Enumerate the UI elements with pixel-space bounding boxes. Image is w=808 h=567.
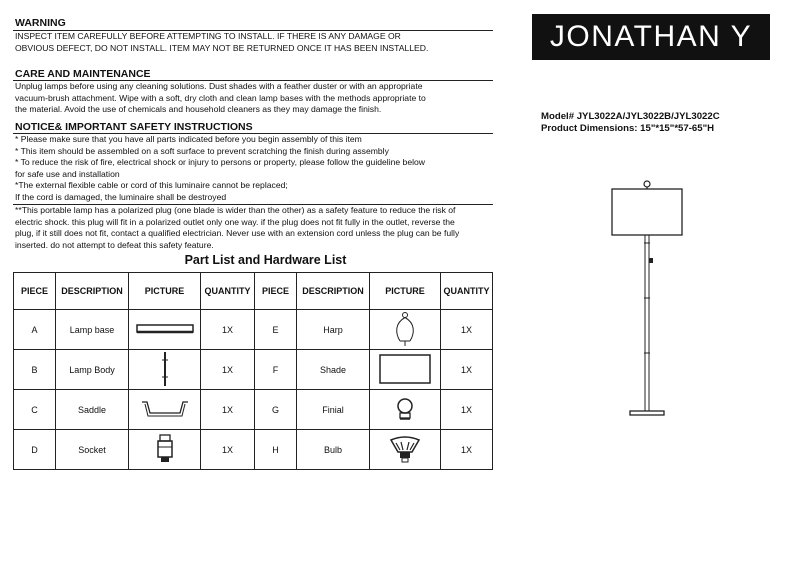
- saddle-icon: [139, 398, 191, 420]
- model-number: Model# JYL3022A/JYL3022B/JYL3022C: [541, 111, 720, 122]
- table-row: [14, 390, 493, 430]
- header-quantity: QUANTITY: [201, 273, 255, 310]
- quantity-cell: 1X: [441, 430, 493, 470]
- notice-line: * Please make sure that you have all parts indicated before you begin assembly of this item: [15, 134, 362, 144]
- description-cell: Shade: [297, 350, 370, 390]
- description-cell: Lamp base: [56, 310, 129, 350]
- warning-line: INSPECT ITEM CAREFULLY BEFORE ATTEMPTING TO INSTALL. IF THERE IS ANY DAMAGE OR: [15, 31, 401, 41]
- header-description: DESCRIPTION: [56, 273, 129, 310]
- header-piece: PIECE: [14, 273, 56, 310]
- lamp-body-icon: [158, 351, 172, 387]
- care-line: vacuum-brush attachment. Wipe with a soft, dry cloth and clean lamp bases with the methods appropriate to: [15, 92, 426, 103]
- care-line: the material. Avoid the use of chemicals and household cleaners as they may damage the finish.: [15, 104, 382, 115]
- piece-cell: F: [255, 350, 297, 390]
- header-piece: PIECE: [255, 273, 297, 310]
- picture-cell: [129, 310, 201, 350]
- parts-header-row: [14, 273, 493, 310]
- picture-cell: [129, 430, 201, 470]
- parts-title: Part List and Hardware List: [184, 253, 347, 267]
- quantity-cell: 1X: [441, 350, 493, 390]
- description-cell: Finial: [297, 390, 370, 430]
- product-dimensions: Product Dimensions: 15"*15"*57-65"H: [541, 123, 715, 134]
- notice-line: for safe use and installation: [15, 168, 120, 179]
- lamp-base-icon: [135, 322, 195, 336]
- piece-cell: B: [14, 350, 56, 390]
- care-line: Unplug lamps before using any cleaning solutions. Dust shades with a feather duster or with an appropriate: [15, 81, 423, 91]
- quantity-cell: 1X: [441, 390, 493, 430]
- table-row: [14, 350, 493, 390]
- picture-cell: [370, 430, 441, 470]
- description-cell: Lamp Body: [56, 350, 129, 390]
- quantity-cell: 1X: [201, 350, 255, 390]
- header-quantity: QUANTITY: [441, 273, 493, 310]
- piece-cell: E: [255, 310, 297, 350]
- warning-title: WARNING: [15, 17, 66, 29]
- socket-icon: [155, 433, 175, 465]
- warning-line: OBVIOUS DEFECT, DO NOT INSTALL. ITEM MAY NOT BE RETURNED ONCE IT HAS BEEN INSTALLED.: [15, 42, 429, 53]
- notice-title: NOTICE& IMPORTANT SAFETY INSTRUCTIONS: [15, 121, 253, 133]
- header-picture: PICTURE: [129, 273, 201, 310]
- notice-line: plug, if it still does not fit, contact a qualified electrician. Never use with an extension cord unless the plug can be fully: [15, 228, 460, 239]
- picture-cell: [370, 310, 441, 350]
- plug-safety-text: [15, 205, 495, 251]
- quantity-cell: 1X: [201, 390, 255, 430]
- header-description: DESCRIPTION: [297, 273, 370, 310]
- notice-text: [15, 134, 495, 204]
- notice-line: *The external flexible cable or cord of this luminaire cannot be replaced;: [15, 180, 288, 191]
- parts-table: [13, 272, 493, 470]
- notice-line: electric shock. this plug will fit in a polarized outlet only one way. if the plug does not fit fully in the outlet, reverse the: [15, 216, 455, 227]
- warning-text: [15, 31, 495, 54]
- piece-cell: C: [14, 390, 56, 430]
- harp-icon: [391, 311, 419, 347]
- picture-cell: [370, 350, 441, 390]
- care-text: [15, 81, 495, 116]
- header-picture: PICTURE: [370, 273, 441, 310]
- notice-line: inserted. do not attempt to defeat this safety feature.: [15, 239, 214, 250]
- piece-cell: H: [255, 430, 297, 470]
- description-cell: Saddle: [56, 390, 129, 430]
- brand-logo: JONATHAN Y: [532, 14, 770, 60]
- floor-lamp-illustration: [600, 178, 710, 423]
- notice-line: * This item should be assembled on a soft surface to prevent scratching the finish during assembly: [15, 145, 389, 156]
- piece-cell: D: [14, 430, 56, 470]
- description-cell: Socket: [56, 430, 129, 470]
- notice-line: * To reduce the risk of fire, electrical shock or injury to persons or property, please follow the guideline below: [15, 157, 426, 168]
- picture-cell: [129, 350, 201, 390]
- description-cell: Bulb: [297, 430, 370, 470]
- finial-icon: [394, 397, 416, 421]
- shade-icon: [378, 353, 432, 385]
- table-row: [14, 310, 493, 350]
- bulb-icon: [388, 434, 422, 464]
- quantity-cell: 1X: [201, 430, 255, 470]
- piece-cell: G: [255, 390, 297, 430]
- notice-line: **This portable lamp has a polarized plug (one blade is wider than the other) as a safety feature to reduce the risk of: [15, 205, 456, 215]
- notice-line: If the cord is damaged, the luminaire shall be destroyed: [15, 191, 227, 202]
- picture-cell: [129, 390, 201, 430]
- table-row: [14, 430, 493, 470]
- description-cell: Harp: [297, 310, 370, 350]
- piece-cell: A: [14, 310, 56, 350]
- picture-cell: [370, 390, 441, 430]
- quantity-cell: 1X: [201, 310, 255, 350]
- quantity-cell: 1X: [441, 310, 493, 350]
- care-title: CARE AND MAINTENANCE: [15, 68, 151, 80]
